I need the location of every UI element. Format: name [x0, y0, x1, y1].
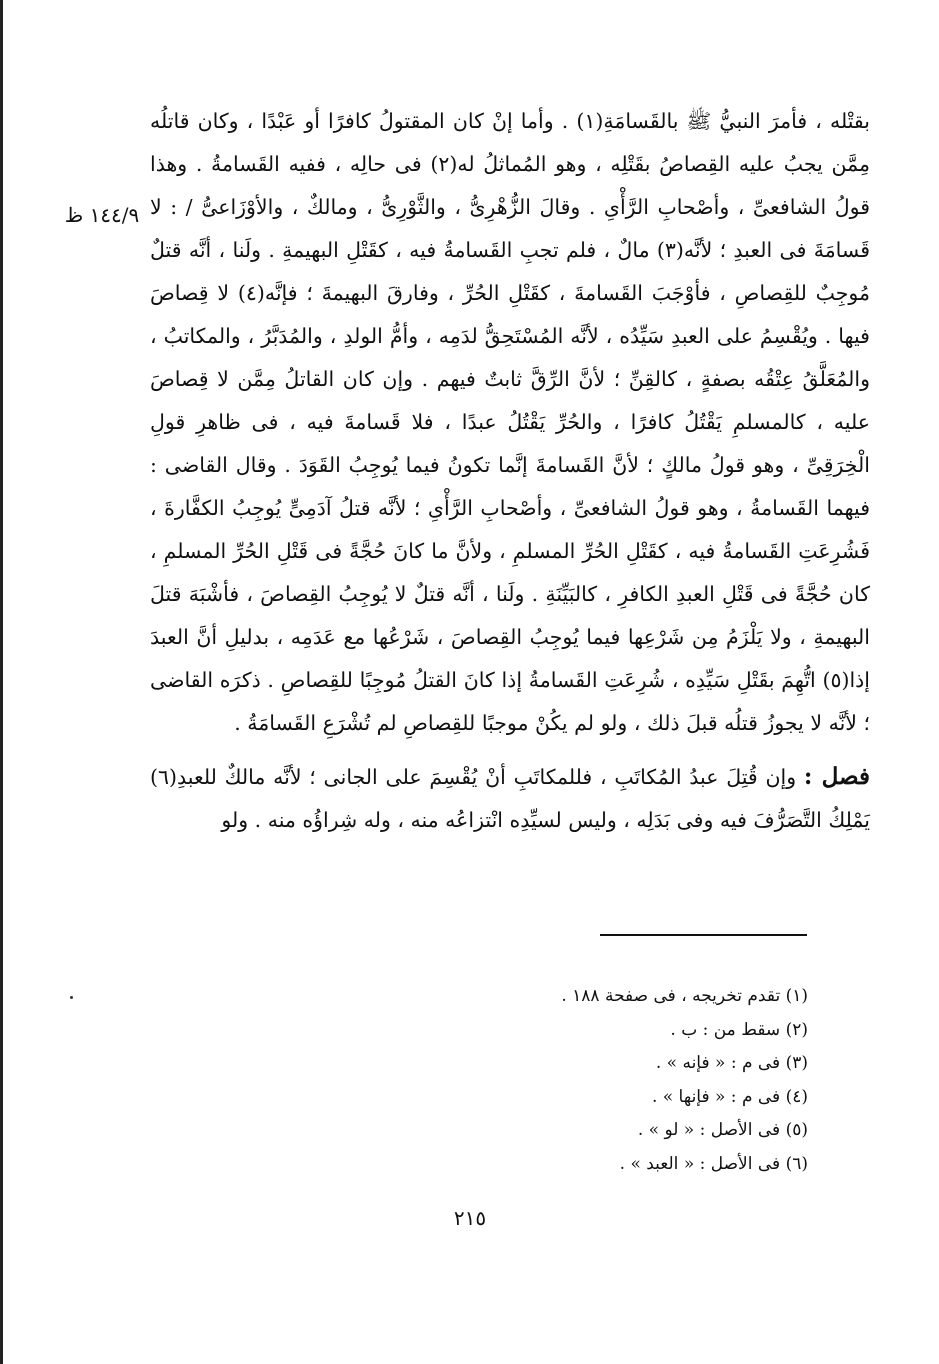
section-paragraph — [150, 755, 870, 842]
footnote-divider — [600, 934, 807, 936]
section-text: وإن قُتِلَ عبدُ المُكاتَبِ ، فللمكاتَبِ أنْ يُقْسِمَ على الجانى ؛ لأنَّه مالكٌ للعبدِ(٦) يَمْلِكُ التَّصَرُّفَ فيه وفى بَدَلِه ، وليس لسيِّدِه انْتزاعُه منه ، وله شِراؤُه منه . ولو — [150, 765, 870, 832]
footnote-item-3: (٣) فى م : « فإنه » . — [655, 1053, 808, 1073]
section-label: فصل : — [803, 763, 870, 790]
page-number: ٢١٥ — [453, 1206, 487, 1230]
footnote-item-2: (٢) سقط من : ب . — [670, 1019, 808, 1040]
footnote-item-5: (٥) فى الأصل : « لو » . — [637, 1120, 808, 1140]
footnote-item-1: (١) تقدم تخريجه ، فى صفحة ١٨٨ . — [561, 986, 808, 1006]
footnotes-list — [440, 980, 808, 1181]
footnote-item-4: (٤) فى م : « فإنها » . — [651, 1086, 808, 1107]
page-left-edge — [0, 0, 3, 1364]
margin-folio-note: ١٤٤/٩ ظ — [64, 203, 140, 227]
footnote-item-6: (٦) فى الأصل : « العبد » . — [619, 1153, 808, 1174]
main-text-block — [150, 100, 870, 842]
stray-dot-mark — [70, 996, 73, 999]
main-paragraph: بقتْله ، فأمرَ النبيُّ ﷺ بالقَسامَةِ(١) . وأما إنْ كان المقتولُ كافرًا أو عَبْدًا ، وكان قاتلُه مِمَّن يجبُ عليه القِصاصُ بقَتْلِه ، وهو المُماثلُ له(٢) فى حالِه ، ففيه القَسامةُ . وهذا قولُ الشافعىِّ ، وأصْحابِ الرَّأْىِ . وقالَ الزُّهْرِىُّ ، والثَّوْرِىُّ ، ومالكٌ ، والأوْزَاعىُّ / : لا قَسامَةَ فى العبدِ ؛ لأنَّه(٣) مالٌ ، فلم تجبِ القَسامةُ فيه ، كقَتْلِ البهيمةِ . ولَنا ، أنَّه قتلٌ مُوجِبٌ للقِصاصِ ، فأوْجَبَ القَسامةَ ، كقَتْلِ الحُرِّ ، وفارقَ البهيمةَ ؛ فإنَّه(٤) لا قِصاصَ فيها . ويُقْسِمُ على العبدِ سَيِّدُه ، لأنَّه المُسْتَحِقُّ لدَمِه ، وأمُّ الولدِ ، والمُدَبَّرُ ، والمكاتبُ ، والمُعَلَّقُ عِتْقُه بصفةٍ ، كالقِنِّ ؛ لأنَّ الرِّقَّ ثابتٌ فيهم . وإن كان القاتلُ مِمَّن لا قِصاصَ عليه ، كالمسلمِ يَقْتُلُ كافرًا ، والحُرِّ يَقْتُلُ عبدًا ، فلا قَسامةَ فيه ، فى ظاهرِ قولِ الْخِرَقِىِّ ، وهو قولُ مالكٍ ؛ لأنَّ القَسامةَ إنَّما تكونُ فيما يُوجِبُ القَوَدَ . وقال القاضى : فيهما القَسامةُ ، وهو قولُ الشافعىِّ ، وأصْحابِ الرَّأْىِ ؛ لأنَّه قتلُ آدَمِىٍّ يُوجِبُ الكفَّارةَ ، فَشُرِعَتِ القَسامةُ فيه ، كقَتْلِ الحُرِّ المسلمِ ، ولأنَّ ما كانَ حُجَّةً فى قَتْلِ الحُرِّ المسلمِ ، كان حُجَّةً فى قَتْلِ العبدِ الكافرِ ، كالبَيِّنَةِ . ولَنا ، أنَّه قتلٌ لا يُوجِبُ القِصاصَ ، فأشْبَهَ قتلَ البهيمةِ ، ولا يَلْزَمُ مِن شَرْعِها فيما يُوجِبُ القِصاصَ ، شَرْعُها مع عَدَمِه ، بدليلِ أنَّ العبدَ إذا(٥) اتُّهِمَ بقَتْلِ سَيِّدِه ، شُرِعَتِ القَسامةُ إذا كانَ القتلُ مُوجِبًا للقِصاصِ . ذكرَه القاضى ؛ لأنَّه لا يجوزُ قتلُه قبلَ ذلك ، ولو لم يكُنْ موجبًا للقِصاصِ لم تُشْرَعِ القَسامَةُ . — [150, 109, 871, 735]
